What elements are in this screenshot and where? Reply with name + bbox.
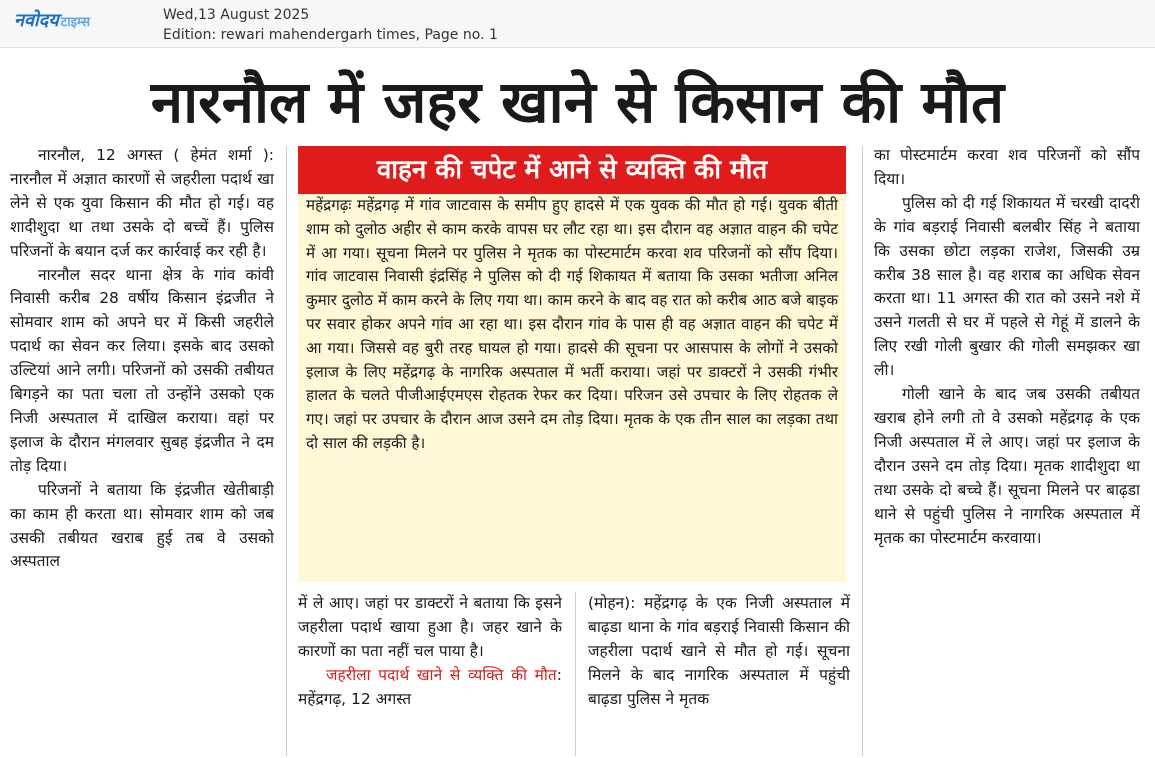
right-column: [874, 144, 1140, 756]
right-para-1: का पोस्टमार्टम करवा शव परिजनों को सौंप दिया।: [874, 146, 1140, 188]
right-para-3: गोली खाने के बाद जब उसकी तबीयत खराब होने लगी तो वे उसको महेंद्रगढ़ के एक निजी अस्पताल में ले आए। जहां पर इलाज के दौरान उसने दम तोड़ दिया। मृतक शादीशुदा था तथा उसके दो बच्चे हैं। सूचना मिलने पर बाढ़डा थाने से पहुंची पुलिस ने नागरिक अस्पताल में मृतक का पोस्टमार्टम करवाया।: [874, 385, 1140, 547]
mid-a-dateline: : महेंद्रगढ़, 12 अगस्त: [298, 665, 562, 708]
column-divider-left: [286, 146, 287, 756]
newspaper-logo[interactable]: [14, 8, 90, 32]
edition-meta: [163, 5, 498, 45]
edition-date: Wed,13 August 2025: [163, 7, 310, 23]
mid-a-story-lead: [298, 664, 562, 712]
column-divider-right: [862, 146, 863, 756]
left-para-1: नारनौल, 12 अगस्त ( हेमंत शर्मा ): नारनौल में अज्ञात कारणों से जहरीला पदार्थ खा लेने से एक युवा किसान की मौत हो गई। वह शादीशुदा था तथा उसके दो बच्चें हैं। पुलिस परिजनों के बयान दर्ज कर कार्रवाई कर रही है।: [10, 146, 274, 260]
left-para-3: परिजनों ने बताया कि इंद्रजीत खेतीबाड़ी का काम ही करता था। सोमवार शाम को जब उसकी तबीयत खराब हुई तब वे उसको अस्पताल: [10, 480, 274, 571]
edition-info: Edition: rewari mahendergarh times, Page no. 1: [163, 27, 498, 43]
boxed-story: [298, 146, 846, 582]
logo-brand-main: नवोदय: [14, 10, 59, 31]
middle-column-b: [588, 592, 850, 758]
mid-a-continuation: में ले आए। जहां पर डाक्टरों ने बताया कि इसने जहरीला पदार्थ खाया हुआ है। जहर खाने के कारणों का पता नहीं चल पाया है।: [298, 594, 562, 660]
top-bar: [0, 0, 1155, 48]
boxed-story-body: महेंद्रगढ़ः महेंद्रगढ़ में गांव जाटवास के समीप हुए हादसे में एक युवक की मौत हो गई। युवक बीती शाम को दुलोठ अहीर से काम करके वापस घर लौट रहा था। इस दौरान वह अज्ञात वाहन की चपेट में आ गया। सूचना मिलने पर पुलिस ने मृतक का पोस्टमार्टम करवा शव परिजनों को सौंप दिया। गांव जाटवास निवासी इंद्रसिंह ने पुलिस को दी गई शिकायत में बताया कि उसका भतीजा अनिल कुमार दुलोठ में काम करने के लिए गया था। काम करने के बाद वह रात को करीब आठ बजे बाइक पर सवार होकर अपने गांव आ रहा था। इस दौरान गांव के पास ही वह अज्ञात वाहन की चपेट में आ गया। जिससे वह बुरी तरह घायल हो गया। हादसे की सूचना पर आसपास के लोगों ने उसको इलाज के लिए महेंद्रगढ़ के नागरिक अस्पताल में भर्ती कराया। जहां पर डाक्टरों ने उसकी गंभीर हालत के चलते पीजीआईएमएस रोहतक रेफर कर दिया। परिजन उसे उपचार के लिए रोहतक ले गए। जहां पर उपचार के दौरान आज उसने दम तोड़ दिया। मृतक के एक तीन साल का लड़का तथा दो साल की लड़की है।: [306, 196, 838, 452]
column-divider-mid: [575, 592, 576, 756]
right-para-2: पुलिस को दी गई शिकायत में चरखी दादरी के गांव बड़राई निवासी बलबीर सिंह ने बताया कि उसका छोटा लड़का राजेश, जिसकी उम्र करीब 38 साल है। वह शराब का अधिक सेवन करता था। 11 अगस्त की रात को उसने नशे में उसने गलती से घर में पहले से गेहूं में डालने के लिए रखी गोली बुखार की गोली समझकर खा ली।: [874, 193, 1140, 380]
left-para-2: नारनौल सदर थाना क्षेत्र के गांव कांवी निवासी करीब 28 वर्षीय किसान इंद्रजीत ने सोमवार शाम को अपने घर में किसी जहरीले पदार्थ का सेवन कर लिया। इसके बाद उसको उल्टियां आने लगी। परिजनों को उसकी तबीयत बिगड़ने का पता चला तो उन्होंने उसको एक निजी अस्पताल में दाखिल कराया। वहां पर इलाज के दौरान मंगलवार सुबह इंद्रजीत ने दम तोड़ दिया।: [10, 265, 274, 475]
mid-a-subhead: जहरीला पदार्थ खाने से व्यक्ति की मौत: [326, 665, 557, 684]
left-column: [10, 144, 274, 756]
logo-brand-sub: टाइम्स: [60, 15, 90, 30]
page-headline: नारनौल में जहर खाने से किसान की मौत: [150, 68, 1005, 136]
middle-column-a: [298, 592, 562, 758]
boxed-story-title: वाहन की चपेट में आने से व्यक्ति की मौत: [298, 146, 846, 194]
mid-b-para: (मोहन): महेंद्रगढ़ के एक निजी अस्पताल में बाढ़डा थाना के गांव बड़राई निवासी किसान की जहरीला पदार्थ खाने से मौत हो गई। सूचना मिलने के बाद नागरिक अस्पताल में पहुंची बाढ़डा पुलिस ने मृतक: [588, 594, 850, 708]
